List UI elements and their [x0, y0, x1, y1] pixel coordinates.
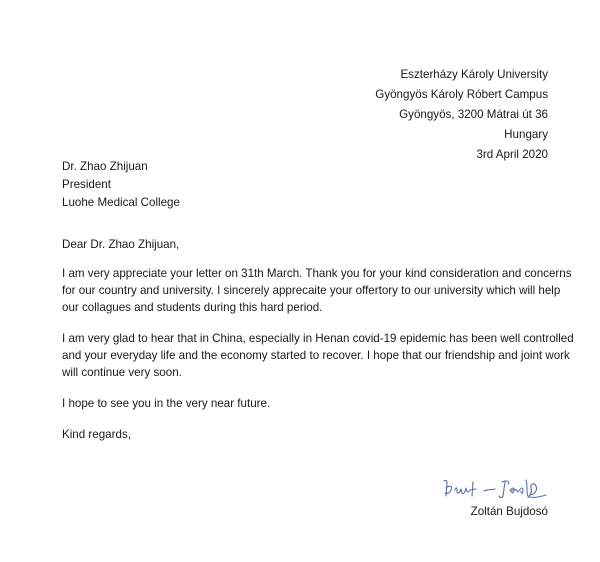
paragraph-line: our collagues and students during this hard period. — [62, 301, 323, 314]
letter-body — [62, 236, 574, 443]
handwritten-signature — [440, 472, 550, 502]
recipient-name: Dr. Zhao Zhijuan — [62, 160, 148, 173]
paragraph-line: for our country and university. I sincerely apprecaite your offertory to our university which will help — [62, 284, 561, 297]
sender-country: Hungary — [504, 128, 548, 141]
sender-campus: Gyöngyös Károly Róbert Campus — [375, 88, 548, 101]
closing: Kind regards, — [62, 428, 131, 441]
sender-university: Eszterházy Károly University — [400, 68, 548, 81]
paragraph-2 — [62, 330, 574, 381]
letter-date: 3rd April 2020 — [476, 148, 548, 161]
recipient-address-block — [62, 158, 180, 212]
sender-street: Gyöngyös, 3200 Mátrai út 36 — [399, 108, 548, 121]
salutation: Dear Dr. Zhao Zhijuan, — [62, 238, 180, 251]
signer-name: Zoltán Bujdosó — [470, 505, 548, 518]
paragraph-line: I am very glad to hear that in China, especially in Henan covid-19 epidemic has been well controlled — [62, 332, 574, 345]
sender-address-block — [375, 65, 548, 165]
recipient-institution: Luohe Medical College — [62, 196, 180, 209]
paragraph-line: will continue very soon. — [62, 366, 182, 379]
recipient-title: President — [62, 178, 111, 191]
paragraph-line: I am very appreciate your letter on 31th March. Thank you for your kind consideration and concerns — [62, 267, 572, 280]
paragraph-3 — [62, 395, 562, 412]
paragraph-line: and your everyday life and the economy started to recover. I hope that our friendship and joint work — [62, 349, 570, 362]
paragraph-line: I hope to see you in the very near future. — [62, 397, 271, 410]
paragraph-1 — [62, 265, 572, 316]
